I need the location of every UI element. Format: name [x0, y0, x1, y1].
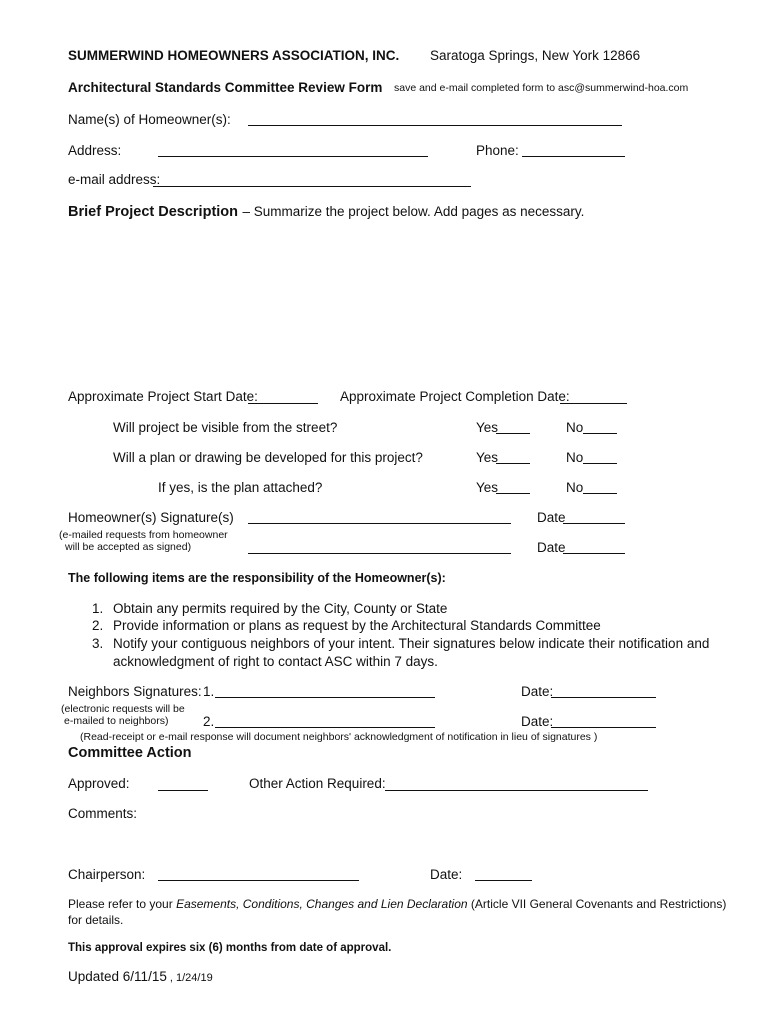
signature-label: Homeowner(s) Signature(s) — [68, 510, 234, 525]
homeowners-field[interactable] — [248, 125, 622, 126]
signature-note: will be accepted as signed) — [65, 541, 192, 553]
project-description-heading: Brief Project Description — [68, 204, 239, 220]
list-item-number: 2. — [92, 618, 104, 633]
updated-label: Updated 6/11/15 — [68, 969, 167, 984]
no-field[interactable] — [583, 433, 617, 434]
no-field[interactable] — [583, 463, 617, 464]
refer-document: Easements, Conditions, Changes and Lien Declaration — [176, 897, 468, 911]
other-action-field[interactable] — [385, 790, 648, 791]
neighbor-date-label: Date: — [521, 684, 554, 699]
homeowners-label: Name(s) of Homeowner(s): — [68, 112, 231, 127]
comments-label: Comments: — [68, 806, 138, 821]
email-field[interactable] — [153, 186, 471, 187]
responsibilities-heading: The following items are the responsibility of the Homeowner(s): — [68, 571, 446, 585]
yes-field[interactable] — [496, 463, 530, 464]
email-label: e-mail address: — [68, 172, 161, 187]
committee-date-field[interactable] — [475, 880, 532, 881]
question-plan-attached: If yes, is the plan attached? — [158, 480, 323, 495]
committee-date-label: Date: — [430, 867, 463, 882]
neighbor-date-field-1[interactable] — [551, 697, 656, 698]
refer-note-continuation: for details. — [68, 913, 124, 927]
yes-field[interactable] — [496, 493, 530, 494]
chairperson-label: Chairperson: — [68, 867, 146, 882]
project-description-heading-row — [68, 203, 584, 221]
signature-date-label: Date — [537, 540, 566, 555]
signature-field-1[interactable] — [248, 523, 511, 524]
org-name: SUMMERWIND HOMEOWNERS ASSOCIATION, INC. — [68, 48, 400, 63]
approved-label: Approved: — [68, 776, 130, 791]
start-date-field[interactable] — [248, 403, 318, 404]
list-item-number: 3. — [92, 636, 104, 651]
yes-field[interactable] — [496, 433, 530, 434]
yes-label: Yes — [476, 420, 499, 435]
neighbor-signature-field-2[interactable] — [215, 727, 435, 728]
signature-date-label: Date — [537, 510, 566, 525]
refer-suffix: (Article VII General Covenants and Restrictions) — [467, 897, 727, 911]
no-label: No — [566, 420, 584, 435]
other-action-label: Other Action Required: — [249, 776, 386, 791]
approved-field[interactable] — [158, 790, 208, 791]
start-date-label: Approximate Project Start Date: — [68, 389, 258, 404]
address-field[interactable] — [158, 156, 428, 157]
neighbors-note: (electronic requests will be — [61, 703, 185, 715]
signature-date-field-1[interactable] — [563, 523, 625, 524]
list-item-number: 1. — [92, 601, 104, 616]
chairperson-field[interactable] — [158, 880, 359, 881]
project-description-instruction: – Summarize the project below. Add pages as necessary. — [242, 204, 585, 219]
comments-area[interactable] — [68, 826, 698, 862]
question-visible: Will project be visible from the street? — [113, 420, 338, 435]
phone-field[interactable] — [522, 156, 625, 157]
yes-label: Yes — [476, 450, 499, 465]
neighbor-signature-field-1[interactable] — [215, 697, 435, 698]
updated-dates — [68, 968, 213, 986]
no-field[interactable] — [583, 493, 617, 494]
no-label: No — [566, 450, 584, 465]
list-item-continuation: acknowledgment of right to contact ASC within 7 days. — [113, 654, 438, 669]
committee-heading: Committee Action — [68, 745, 192, 761]
completion-date-field[interactable] — [560, 403, 627, 404]
signature-note: (e-mailed requests from homeowner — [59, 529, 228, 541]
project-description-area[interactable] — [68, 225, 698, 375]
refer-prefix: Please refer to your — [68, 897, 177, 911]
email-instruction: save and e-mail completed form to asc@summerwind-hoa.com — [394, 82, 689, 94]
neighbor-number: 2. — [203, 714, 215, 729]
list-item: Provide information or plans as request by the Architectural Standards Committee — [113, 618, 601, 633]
signature-field-2[interactable] — [248, 553, 511, 554]
signature-date-field-2[interactable] — [563, 553, 625, 554]
form-title: Architectural Standards Committee Review Form — [68, 80, 383, 95]
list-item: Notify your contiguous neighbors of your intent. Their signatures below indicate their notification and — [113, 636, 710, 651]
question-plan: Will a plan or drawing be developed for this project? — [113, 450, 423, 465]
phone-label: Phone: — [476, 143, 519, 158]
updated-extra: , 1/24/19 — [166, 972, 213, 984]
neighbors-receipt-note: (Read-receipt or e-mail response will document neighbors' acknowledgment of notification in lieu of signatures ) — [80, 731, 598, 743]
neighbors-note: e-mailed to neighbors) — [64, 715, 169, 727]
neighbor-date-label: Date: — [521, 714, 554, 729]
address-label: Address: — [68, 143, 122, 158]
neighbor-number: 1. — [203, 684, 215, 699]
completion-date-label: Approximate Project Completion Date: — [340, 389, 570, 404]
no-label: No — [566, 480, 584, 495]
list-item: Obtain any permits required by the City, County or State — [113, 601, 448, 616]
org-location: Saratoga Springs, New York 12866 — [430, 48, 641, 63]
expiry-notice: This approval expires six (6) months from date of approval. — [68, 942, 392, 954]
yes-label: Yes — [476, 480, 499, 495]
neighbor-date-field-2[interactable] — [551, 727, 656, 728]
neighbors-label: Neighbors Signatures: — [68, 684, 202, 699]
refer-note — [68, 897, 726, 911]
